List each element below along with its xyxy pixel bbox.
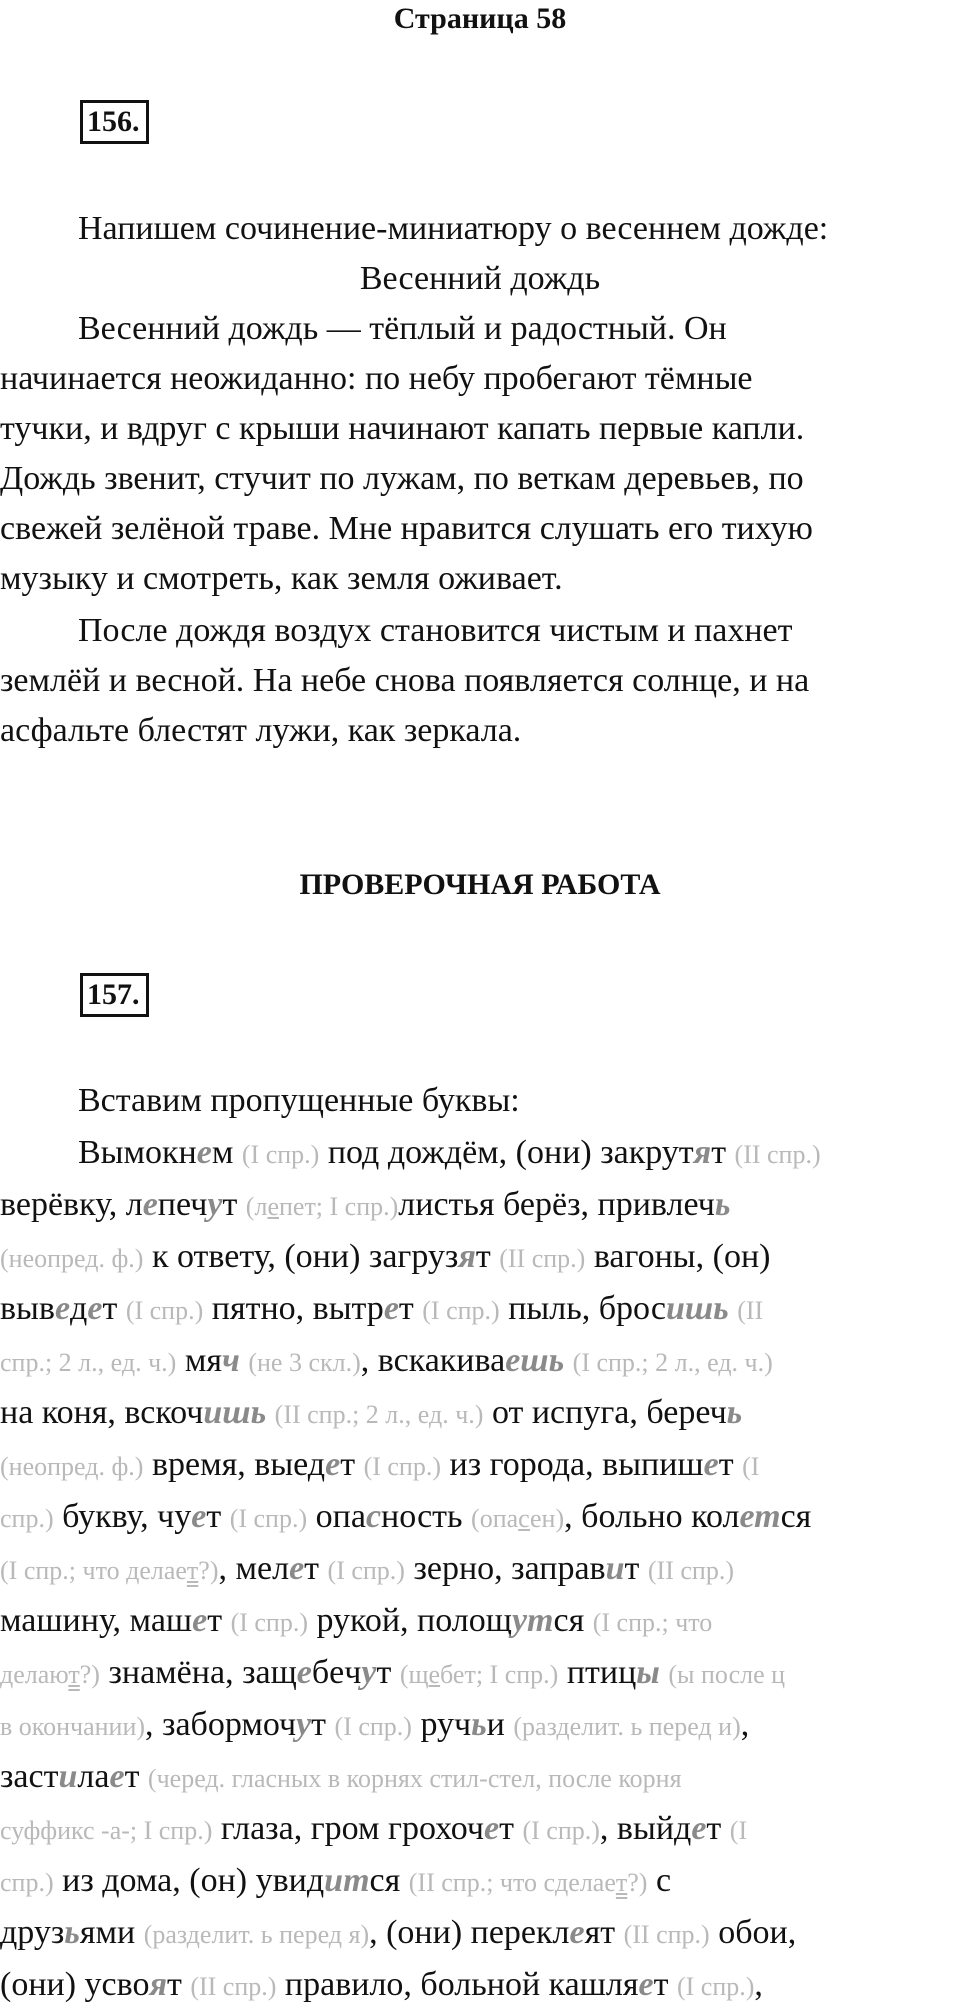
exercise-line xyxy=(0,1706,930,1744)
inserted-letter: е xyxy=(192,1602,208,1639)
grammar-note: (I спр.) xyxy=(230,1608,308,1637)
inserted-letter: е xyxy=(296,1654,312,1691)
text-run: пыль, брос xyxy=(499,1290,666,1327)
inserted-letter: я xyxy=(149,1966,167,2003)
text-run: знамёна, защ xyxy=(99,1654,297,1691)
inserted-letter: у xyxy=(207,1186,223,1223)
inserted-letter: с xyxy=(365,1498,382,1535)
text-run xyxy=(729,1290,738,1327)
essay-line: музыку и смотреть, как земля оживает. xyxy=(0,560,563,597)
inserted-letter: е xyxy=(196,1134,212,1171)
exercise-line xyxy=(0,1290,930,1328)
exercise-line xyxy=(0,1186,930,1224)
grammar-note: (л xyxy=(245,1192,268,1221)
grammar-note: (I спр.) xyxy=(229,1504,308,1533)
text-run: бeч xyxy=(311,1654,362,1691)
inserted-letter: е xyxy=(289,1550,305,1587)
text-run: листья берёз, привлеч xyxy=(398,1186,715,1223)
inserted-letter: у xyxy=(361,1654,377,1691)
grammar-note: (щ xyxy=(399,1660,429,1689)
grammar-note: спр.) xyxy=(0,1504,54,1533)
grammar-note: (I спр.) xyxy=(327,1556,405,1585)
essay-line: землёй и весной. На небе снова появляется солнце, и на xyxy=(0,662,810,699)
text-run: т xyxy=(475,1238,500,1275)
grammar-note: (неопред. ф.) xyxy=(0,1452,144,1481)
task-156-intro: Напишем сочинение-миниатюру о весеннем дожде: xyxy=(78,210,829,247)
text-run: , (они) перекл xyxy=(369,1914,570,1951)
text-run: , мел xyxy=(218,1550,290,1587)
exercise-line xyxy=(0,1446,930,1484)
grammar-note: т xyxy=(68,1660,80,1689)
inserted-letter: е xyxy=(569,1914,585,1951)
text-run: т xyxy=(711,1134,735,1171)
text-run: обои, xyxy=(709,1914,797,1951)
grammar-note: (I спр.) xyxy=(334,1712,412,1741)
inserted-letter: ут xyxy=(511,1602,554,1639)
text-run: д xyxy=(70,1290,88,1327)
text-run: т xyxy=(222,1186,246,1223)
grammar-note: (II спр.) xyxy=(647,1556,734,1585)
text-run: птиц xyxy=(558,1654,637,1691)
text-run: из дома, (он) увид xyxy=(53,1862,325,1899)
grammar-note: (I xyxy=(729,1816,748,1845)
text-run: и xyxy=(486,1706,514,1743)
text-run: букву, чу xyxy=(53,1498,192,1535)
text-run: от испуга, береч xyxy=(483,1394,727,1431)
exercise-line xyxy=(0,1654,930,1692)
inserted-letter: е xyxy=(87,1290,103,1327)
grammar-note: ен) xyxy=(530,1504,565,1533)
essay-line: тучки, и вдруг с крыши начинают капать первые капли. xyxy=(0,410,805,447)
inserted-letter: ет xyxy=(739,1498,781,1535)
exercise-line xyxy=(0,1810,930,1848)
text-run: , xyxy=(754,1966,763,2003)
inserted-letter: е xyxy=(54,1290,71,1327)
text-run: ность xyxy=(381,1498,472,1535)
text-run: , забормоч xyxy=(145,1706,297,1743)
text-run: т xyxy=(206,1498,230,1535)
text-run: т xyxy=(499,1810,523,1847)
grammar-note: е xyxy=(428,1660,441,1689)
text-run: руч xyxy=(411,1706,472,1743)
exercise-line xyxy=(0,1238,930,1276)
grammar-note: ?) xyxy=(198,1556,219,1585)
exercise-line xyxy=(0,1550,930,1588)
text-run: т xyxy=(207,1602,231,1639)
text-run: ят xyxy=(584,1914,624,1951)
grammar-note: бет; I спр.) xyxy=(440,1660,559,1689)
grammar-note: (II спр.) xyxy=(499,1244,586,1273)
text-run: , xyxy=(740,1706,750,1743)
task-number-157: 157. xyxy=(80,973,149,1017)
text-run: (они) усво xyxy=(0,1966,150,2003)
inserted-letter: е xyxy=(109,1758,125,1795)
inserted-letter: е xyxy=(691,1810,707,1847)
text-run: т xyxy=(718,1446,743,1483)
text-run: т xyxy=(340,1446,364,1483)
grammar-note: пет; I спр.) xyxy=(278,1192,399,1221)
grammar-note: (ы после ц xyxy=(668,1660,786,1689)
exercise-line xyxy=(0,1602,930,1640)
grammar-note: спр.; 2 л., ед. ч.) xyxy=(0,1348,177,1377)
grammar-note: (I спр.) xyxy=(125,1296,204,1325)
grammar-note: т xyxy=(615,1868,628,1897)
grammar-note: (II спр.; что сделае xyxy=(408,1868,616,1897)
task-number-156: 156. xyxy=(80,100,149,144)
text-run: рукой, полощ xyxy=(308,1602,512,1639)
grammar-note: делаю xyxy=(0,1660,69,1689)
text-run: выв xyxy=(0,1290,55,1327)
exercise-line xyxy=(0,1394,930,1432)
text-run: ями xyxy=(79,1914,144,1951)
text-run: пятно, вытр xyxy=(203,1290,384,1327)
grammar-note: (I спр.) xyxy=(422,1296,500,1325)
inserted-letter: ь xyxy=(471,1706,487,1743)
inserted-letter: е xyxy=(484,1810,500,1847)
inserted-letter: и xyxy=(605,1550,625,1587)
grammar-note: (I спр.) xyxy=(676,1972,755,2001)
text-run: печ xyxy=(157,1186,208,1223)
text-run: к ответу, (они) загруз xyxy=(143,1238,459,1275)
text-run: время, выед xyxy=(143,1446,326,1483)
grammar-note: ?) xyxy=(79,1660,100,1689)
exercise-line xyxy=(0,1758,930,1796)
page-title: Страница 58 xyxy=(393,2,567,35)
inserted-letter: ит xyxy=(324,1862,370,1899)
essay-line: начинается неожиданно: по небу пробегают тёмные xyxy=(0,360,753,397)
task-157-intro: Вставим пропущенные буквы: xyxy=(78,1082,520,1119)
essay-line: После дождя воздух становится чистым и пахнет xyxy=(78,612,793,649)
grammar-note: (неопред. ф.) xyxy=(0,1244,144,1273)
inserted-letter: ь xyxy=(726,1394,743,1431)
exercise-line xyxy=(0,1342,930,1380)
text-run: т xyxy=(398,1290,423,1327)
grammar-note: т xyxy=(186,1556,199,1585)
inserted-letter: ишь xyxy=(665,1290,729,1327)
inserted-letter: е xyxy=(325,1446,341,1483)
text-run: т xyxy=(304,1550,328,1587)
inserted-letter: е xyxy=(191,1498,207,1535)
section-heading: ПРОВЕРОЧНАЯ РАБОТА xyxy=(299,868,661,901)
text-run: , вскакива xyxy=(360,1342,506,1379)
exercise-line xyxy=(0,1862,930,1900)
text-run xyxy=(266,1394,275,1431)
text-run: вагоны, (он) xyxy=(585,1238,771,1275)
inserted-letter: е xyxy=(142,1186,158,1223)
grammar-note: ?) xyxy=(627,1868,648,1897)
essay-line: свежей зелёной траве. Мне нравится слушать его тихую xyxy=(0,510,813,547)
text-run: м xyxy=(211,1134,242,1171)
text-run: верёвку, л xyxy=(0,1186,143,1223)
inserted-letter: у xyxy=(296,1706,312,1743)
grammar-note: (не 3 скл.) xyxy=(248,1348,361,1377)
grammar-note: е xyxy=(267,1192,279,1221)
grammar-note: (II xyxy=(737,1296,764,1325)
grammar-note: (I спр.) xyxy=(241,1140,320,1169)
grammar-note: (I спр.; что делае xyxy=(0,1556,187,1585)
text-run xyxy=(564,1342,573,1379)
grammar-note: с xyxy=(518,1504,531,1533)
grammar-note: (I спр.) xyxy=(363,1452,441,1481)
exercise-line xyxy=(0,1966,930,2004)
inserted-letter: ишь xyxy=(203,1394,267,1431)
essay-line: Весенний дождь — тёплый и радостный. Он xyxy=(78,310,727,347)
grammar-note: (I спр.) xyxy=(522,1816,600,1845)
grammar-note: (I спр.; 2 л., ед. ч.) xyxy=(572,1348,773,1377)
text-run: на коня, вскоч xyxy=(0,1394,204,1431)
text-run: , больно кол xyxy=(564,1498,740,1535)
text-run: ся xyxy=(553,1602,593,1639)
text-run: Вымокн xyxy=(78,1134,197,1171)
inserted-letter: я xyxy=(693,1134,712,1171)
text-run: из города, выпиш xyxy=(441,1446,704,1483)
exercise-line xyxy=(0,1498,930,1536)
grammar-note: (разделит. ь перед и) xyxy=(513,1712,741,1741)
text-run: , выйд xyxy=(599,1810,692,1847)
text-run: т xyxy=(376,1654,400,1691)
inserted-letter: ы xyxy=(636,1654,660,1691)
inserted-letter: ешь xyxy=(505,1342,565,1379)
text-run: друз xyxy=(0,1914,65,1951)
grammar-note: (II спр.) xyxy=(190,1972,277,2001)
grammar-note: (опа xyxy=(471,1504,519,1533)
essay-title: Весенний дождь xyxy=(359,260,601,297)
inserted-letter: ь xyxy=(714,1186,731,1223)
inserted-letter: е xyxy=(703,1446,719,1483)
inserted-letter: е xyxy=(383,1290,399,1327)
grammar-note: спр.) xyxy=(0,1868,54,1897)
grammar-note: (I xyxy=(742,1452,760,1481)
text-run: заст xyxy=(0,1758,59,1795)
text-run: под дождём, (они) закрут xyxy=(319,1134,694,1171)
text-run: ся xyxy=(780,1498,812,1535)
text-run: мя xyxy=(176,1342,222,1379)
text-run: т xyxy=(653,1966,677,2003)
grammar-note: в окончании) xyxy=(0,1712,146,1741)
text-run: т xyxy=(624,1550,648,1587)
inserted-letter: я xyxy=(458,1238,476,1275)
text-run: опа xyxy=(307,1498,366,1535)
inserted-letter: е xyxy=(638,1966,654,2003)
grammar-note: (II спр.) xyxy=(734,1140,821,1169)
grammar-note: (II спр.) xyxy=(623,1920,710,1949)
essay-line: Дождь звенит, стучит по лужам, по веткам деревьев, по xyxy=(0,460,804,497)
text-run: т xyxy=(102,1290,126,1327)
text-run: правило, больной кашля xyxy=(276,1966,639,2003)
exercise-line xyxy=(0,1914,930,1952)
grammar-note: суффикс -а-; I спр.) xyxy=(0,1816,213,1845)
text-run: ся xyxy=(369,1862,409,1899)
text-run: зерно, заправ xyxy=(404,1550,606,1587)
exercise-line xyxy=(0,1134,930,1172)
grammar-note: (I спр.; что xyxy=(592,1608,713,1637)
text-run: т xyxy=(166,1966,191,2003)
inserted-letter: ь xyxy=(64,1914,80,1951)
text-run: т xyxy=(311,1706,335,1743)
text-run: т xyxy=(706,1810,730,1847)
grammar-note: (черед. гласных в корнях стил-стел, после корня xyxy=(147,1764,682,1793)
grammar-note: (разделит. ь перед я) xyxy=(143,1920,370,1949)
grammar-note: (II спр.; 2 л., ед. ч.) xyxy=(274,1400,484,1429)
inserted-letter: и xyxy=(58,1758,78,1795)
text-run: ла xyxy=(77,1758,110,1795)
essay-line: асфальте блестят лужи, как зеркала. xyxy=(0,712,522,749)
text-run: машину, маш xyxy=(0,1602,193,1639)
text-run: с xyxy=(647,1862,672,1899)
text-run: т xyxy=(124,1758,148,1795)
text-run: глаза, гром грохоч xyxy=(212,1810,485,1847)
inserted-letter: ч xyxy=(221,1342,240,1379)
